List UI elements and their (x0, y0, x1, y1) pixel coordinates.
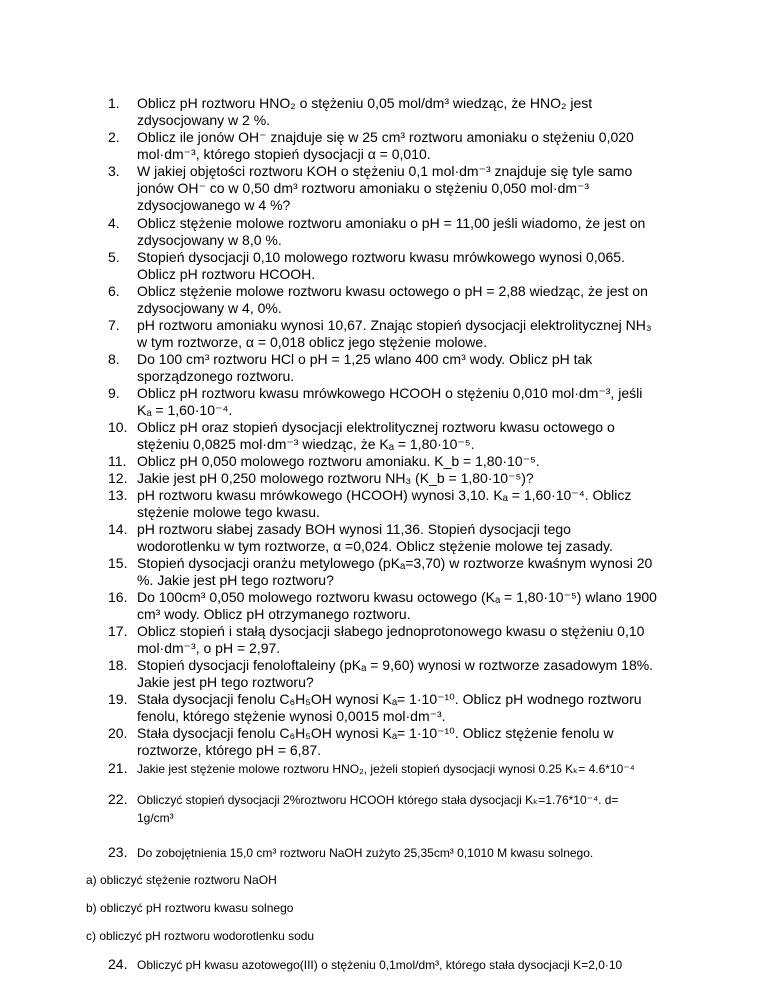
problem-text: W jakiej objętości roztworu KOH o stężeniu 0,1 mol·dm⁻³ znajduje się tyle samo jonów OH⁻ co w 0,50 dm³ roztworu amoniaku o stężeniu 0,050 mol·dm⁻³ zdysocjowanego w 4 %? (137, 163, 633, 213)
problem-text: pH roztworu amoniaku wynosi 10,67. Znając stopień dysocjacji elektrolitycznej NH₃ w tym roztworze, α = 0,018 oblicz jego stężenie molowe. (137, 317, 652, 350)
subitem-b: b) obliczyć pH roztworu kwasu solnego (86, 901, 294, 915)
problem-number: 10. (108, 419, 128, 435)
problem-number: 11. (108, 453, 127, 469)
problem-text: Stopień dysocjacji 0,10 molowego roztworu kwasu mrówkowego wynosi 0,065. Oblicz pH roztworu HCOOH. (137, 249, 625, 282)
problem-text: Obliczyć stopień dysocjacji 2%roztworu HCOOH którego stała dysocjacji Kₖ=1.76*10⁻⁴. d= 1g/cm³ (137, 793, 619, 825)
problem-number: 24. (108, 956, 128, 972)
problem-number: 5. (108, 249, 120, 265)
problem-text: Oblicz pH oraz stopień dysocjacji elektrolitycznej roztworu kwasu octowego o stężeniu 0,0825 mol·dm⁻³ wiedząc, że Kₐ = 1,80·10⁻⁵. (137, 419, 615, 452)
problem-text: Do 100cm³ 0,050 molowego roztworu kwasu octowego (Kₐ = 1,80·10⁻⁵) wlano 1900 cm³ wody. Oblicz pH otrzymanego roztworu. (137, 589, 657, 622)
problem-text: Oblicz stężenie molowe roztworu kwasu octowego o pH = 2,88 wiedząc, że jest on zdysocjowany w 4, 0%. (137, 283, 648, 316)
problem-text: Jakie jest pH 0,250 molowego roztworu NH₃ (K_b = 1,80·10⁻⁵)? (137, 470, 534, 486)
problem-text: Oblicz pH 0,050 molowego roztworu amoniaku. K_b = 1,80·10⁻⁵. (137, 453, 540, 469)
problem-number: 1. (108, 95, 120, 111)
problem-number: 2. (108, 129, 120, 145)
problem-number: 12. (108, 470, 128, 486)
problem-number: 7. (108, 317, 120, 333)
problem-number: 20. (108, 725, 128, 741)
problem-text: Oblicz stężenie molowe roztworu amoniaku o pH = 11,00 jeśli wiadomo, że jest on zdysocjowany w 8,0 %. (137, 215, 646, 248)
problem-number: 6. (108, 283, 120, 299)
problem-text: pH roztworu kwasu mrówkowego (HCOOH) wynosi 3,10. Kₐ = 1,60·10⁻⁴. Oblicz stężenie molowe tego kwasu. (137, 487, 632, 520)
problem-text: Do zobojętnienia 15,0 cm³ roztworu NaOH zużyto 25,35cm³ 0,1010 M kwasu solnego. (137, 846, 594, 860)
problem-number: 18. (108, 657, 128, 673)
problem-number: 14. (108, 521, 128, 537)
problem-number: 22. (108, 791, 128, 807)
problem-number: 15. (108, 555, 128, 571)
problem-number: 8. (108, 351, 120, 367)
problem-text: Obliczyć pH kwasu azotowego(III) o stężeniu 0,1mol/dm³, którego stała dysocjacji K=2,0·10 (137, 958, 623, 972)
problem-number: 17. (108, 623, 128, 639)
problem-text: Stopień dysocjacji oranżu metylowego (pKₐ=3,70) w roztworze kwaśnym wynosi 20 %. Jakie jest pH tego roztworu? (137, 555, 653, 588)
subitem-c: c) obliczyć pH roztworu wodorotlenku sodu (86, 929, 315, 943)
problem-number: 21. (108, 760, 128, 776)
problem-text: Oblicz pH roztworu HNO₂ o stężeniu 0,05 mol/dm³ wiedząc, że HNO₂ jest zdysocjowany w 2 %. (137, 95, 593, 128)
problem-number: 4. (108, 215, 120, 231)
problem-number: 16. (108, 589, 128, 605)
problem-text: Stała dysocjacji fenolu C₆H₅OH wynosi Kₐ= 1·10⁻¹⁰. Oblicz pH wodnego roztworu fenolu, którego stężenie wynosi 0,0015 mol·dm⁻³. (137, 691, 642, 724)
problem-number: 3. (108, 163, 120, 179)
problem-text: Stała dysocjacji fenolu C₆H₅OH wynosi Kₐ= 1·10⁻¹⁰. Oblicz stężenie fenolu w roztworze, którego pH = 6,87. (137, 725, 614, 758)
problem-text: Stopień dysocjacji fenoloftaleiny (pKₐ = 9,60) wynosi w roztworze zasadowym 18%. Jakie jest pH tego roztworu? (137, 657, 654, 690)
problem-text: Do 100 cm³ roztworu HCl o pH = 1,25 wlano 400 cm³ wody. Oblicz pH tak sporządzonego roztworu. (137, 351, 593, 384)
problem-text: Oblicz pH roztworu kwasu mrówkowego HCOOH o stężeniu 0,010 mol·dm⁻³, jeśli Kₐ = 1,60·10⁻⁴. (137, 385, 643, 418)
problem-number: 23. (108, 844, 128, 860)
problem-text: Oblicz stopień i stałą dysocjacji słabego jednoprotonowego kwasu o stężeniu 0,10 mol·dm⁻³, o pH = 2,97. (137, 623, 645, 656)
problem-number: 19. (108, 691, 128, 707)
problem-number: 9. (108, 385, 120, 401)
problem-text: pH roztworu słabej zasady BOH wynosi 11,36. Stopień dysocjacji tego wodorotlenku w tym roztworze, α =0,024. Oblicz stężenie molowe tej zasady. (137, 521, 613, 554)
problem-number: 13. (108, 487, 128, 503)
problem-text: Jakie jest stężenie molowe roztworu HNO₂, jeżeli stopień dysocjacji wynosi 0.25 Kₖ= 4.6*10⁻⁴ (137, 762, 635, 776)
subitem-a: a) obliczyć stężenie roztworu NaOH (86, 873, 277, 887)
problem-text: Oblicz ile jonów OH⁻ znajduje się w 25 cm³ roztworu amoniaku o stężeniu 0,020 mol·dm⁻³, którego stopień dysocjacji α = 0,010. (137, 129, 634, 162)
